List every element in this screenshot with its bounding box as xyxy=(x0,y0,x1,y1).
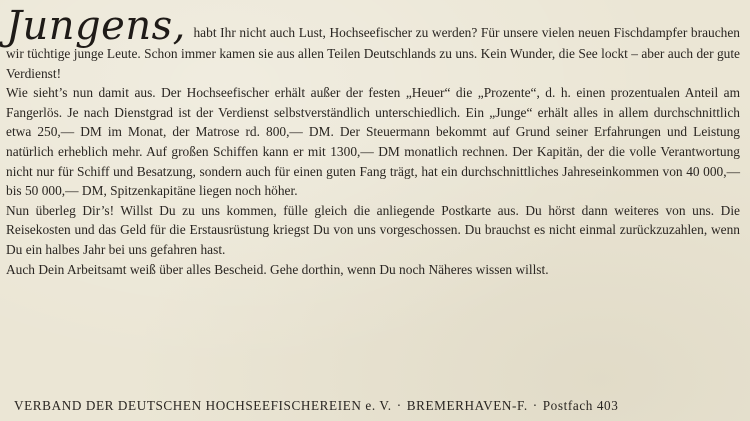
intro-paragraph xyxy=(6,3,740,83)
intro-text: habt Ihr nicht auch Lust, Hochseefischer zu werden? Für unsere vielen neuen Fischdampfer brauchen wir tüchtige junge Leute. Schon immer kamen sie aus allen Teilen Deutschlands zu uns. Kein Wunder, die See lockt – aber auch der gute Verdienst! xyxy=(6,25,740,81)
footer-postbox: Postfach 403 xyxy=(542,398,619,413)
footer-city: BREMERHAVEN-F. xyxy=(406,398,528,413)
body-text xyxy=(6,3,740,279)
footer-address xyxy=(14,398,744,414)
employment-office-paragraph: Auch Dein Arbeitsamt weiß über alles Bescheid. Gehe dorthin, wenn Du noch Näheres wissen willst. xyxy=(6,261,549,277)
footer-separator: · xyxy=(532,398,538,413)
apply-paragraph: Nun überleg Dir’s! Willst Du zu uns kommen, fülle gleich die anliegende Postkarte aus. Du hörst dann weiteres von uns. Die Reisekosten und das Geld für die Erstausrüstung kriegst Du von uns vorgeschossen. Du brauchst es nicht einmal zurückzuzahlen, wenn Du ein halbes Jahr bei uns gefahren hast. xyxy=(6,202,740,257)
earnings-paragraph: Wie sieht’s nun damit aus. Der Hochseefischer erhält außer der festen „Heuer“ die „Prozente“, d. h. einen prozentualen Anteil am Fangerlös. Je nach Dienstgrad ist der Verdienst selbstverständlich unterschiedlich. Ein „Junge“ erhält alles in allem durchschnittlich etwa 250,— DM im Monat, der Matrose rd. 800,— DM. Der Steuermann bekommt auf Grund seiner Erfahrungen und Leistung natürlich erheblich mehr. Auf großen Schiffen kann er mit 1300,— DM monatlich rechnen. Der Kapitän, der die volle Verantwortung nicht nur für Schiff und Besatzung, sondern auch für einen guten Fang trägt, hat ein durchschnittliches Jahreseinkommen von 40 000,— bis 50 000,— DM, Spitzenkapitäne liegen noch höher. xyxy=(6,85,740,199)
headline-script: Jungens, xyxy=(6,3,186,49)
footer-separator: · xyxy=(396,398,402,413)
footer-organization: VERBAND DER DEUTSCHEN HOCHSEEFISCHEREIEN e. V. xyxy=(14,398,392,413)
